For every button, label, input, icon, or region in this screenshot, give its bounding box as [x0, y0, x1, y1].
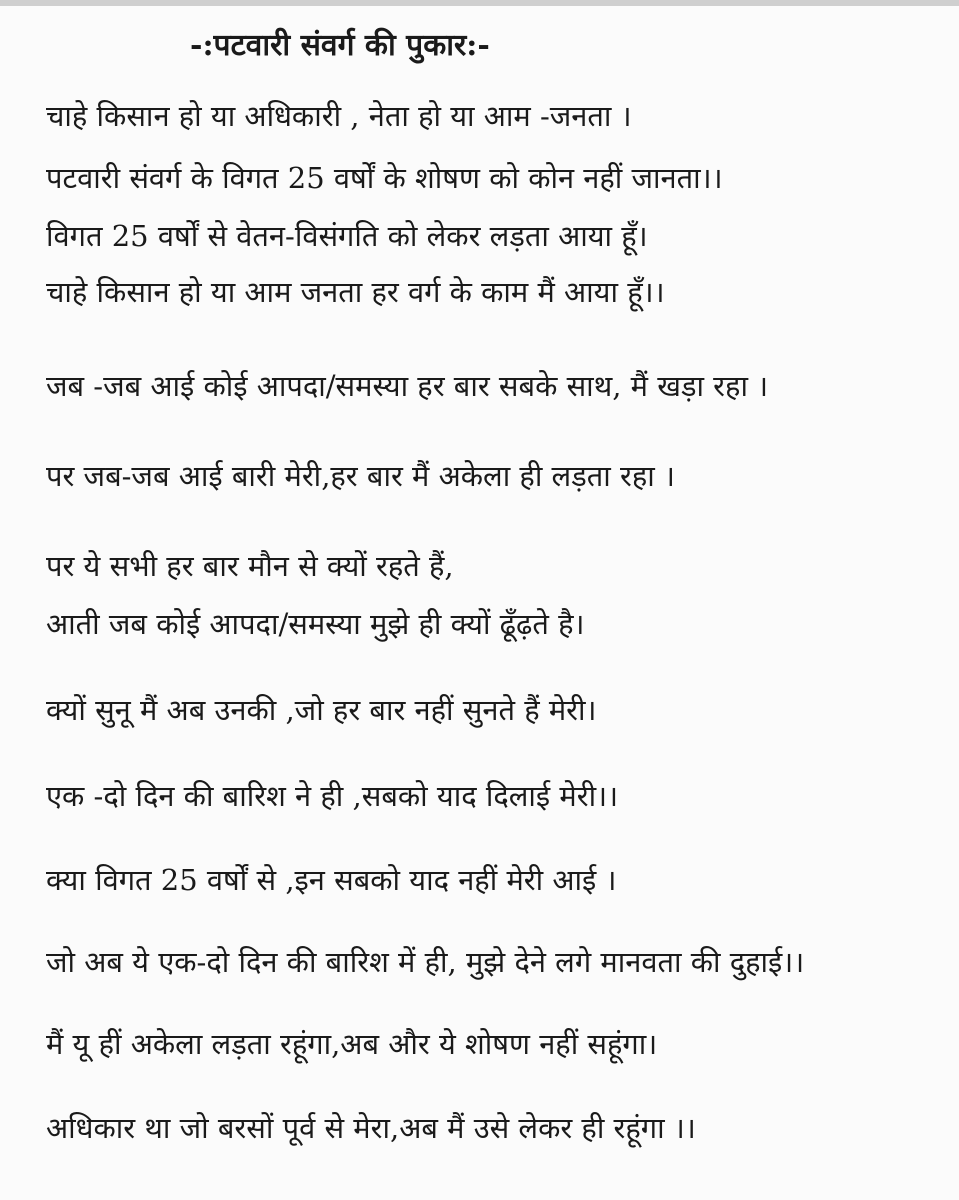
poem-line-6: पर जब-जब आई बारी मेरी,हर बार मैं अकेला ही लड़ता रहा ।: [46, 459, 675, 493]
poem-line-10: एक -दो दिन की बारिश ने ही ,सबको याद दिलाई मेरी।।: [46, 779, 619, 813]
poem-line-8: आती जब कोई आपदा/समस्या मुझे ही क्यों ढूँढ़ते है।: [46, 607, 585, 641]
poem-title: -:पटवारी संवर्ग की पुकार:-: [190, 28, 490, 63]
poem-line-13: मैं यू हीं अकेला लड़ता रहूंगा,अब और ये शोषण नहीं सहूंगा।: [46, 1027, 658, 1061]
poem-line-7: पर ये सभी हर बार मौन से क्यों रहते हैं,: [46, 549, 454, 583]
poem-line-4: चाहे किसान हो या आम जनता हर वर्ग के काम मैं आया हूँ।।: [46, 275, 665, 309]
poem-line-9: क्यों सुनू मैं अब उनकी ,जो हर बार नहीं सुनते हैं मेरी।: [46, 693, 597, 727]
poem-line-12: जो अब ये एक-दो दिन की बारिश में ही, मुझे देने लगे मानवता की दुहाई।।: [46, 945, 805, 979]
poem-line-5: जब -जब आई कोई आपदा/समस्या हर बार सबके साथ, मैं खड़ा रहा ।: [46, 369, 769, 403]
poem-line-1: चाहे किसान हो या अधिकारी , नेता हो या आम -जनता ।: [46, 99, 632, 133]
poem-line-2: पटवारी संवर्ग के विगत 25 वर्षों के शोषण को कोन नहीं जानता।।: [46, 161, 723, 195]
poem-line-14: अधिकार था जो बरसों पूर्व से मेरा,अब मैं उसे लेकर ही रहूंगा ।।: [46, 1111, 696, 1145]
poem-line-3: विगत 25 वर्षों से वेतन-विसंगति को लेकर लड़ता आया हूँ।: [46, 219, 648, 253]
poem-page: [0, 6, 959, 1200]
poem-line-11: क्या विगत 25 वर्षों से ,इन सबको याद नहीं मेरी आई ।: [46, 863, 617, 897]
